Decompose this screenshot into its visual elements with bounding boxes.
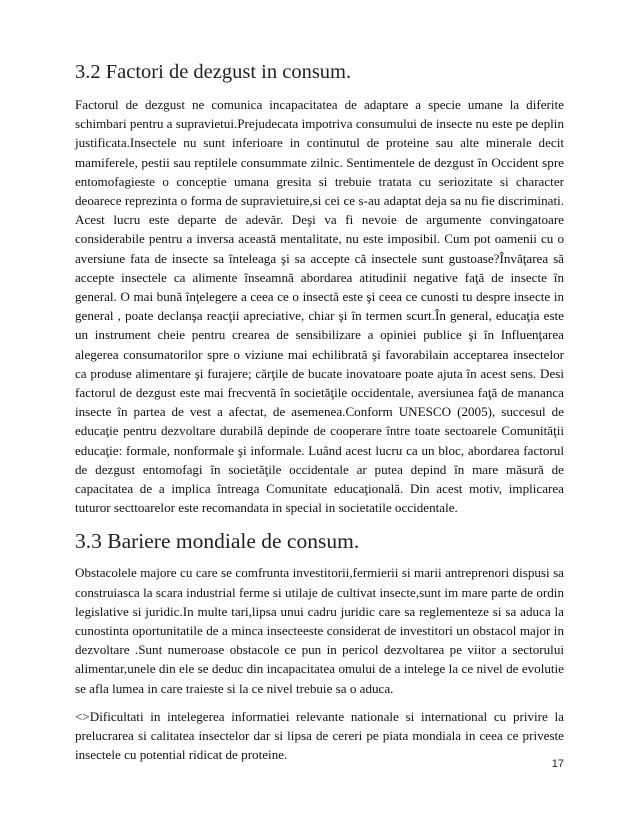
section-3-3-paragraph-2: <>Dificultati in intelegerea informatiei relevante nationale si international cu privire la prelucrarea si calitatea insectelor dar si lipsa de cereri pe piata mondiala in ceea ce priveste insectele cu potential ridicat de proteine. [75,708,564,763]
section-3-3-paragraph-1: Obstacolele majore cu care se comfrunta investitorii,fermierii si marii antreprenori dispusi sa construiasca la scara industrial ferme si utilaje de cultivat insecte,sunt im mare parte de ordin legislative si juridic.In multe tari,lipsa unui cadru juridic care sa reglementeze si sa aduca la cunostinta oportunitatile de a minca insecteeste considerat de investitori un obstacol major in dezvoltare .Sunt numeroase obstacole ce pun in pericol dezvoltarea pe viitor a sectorului alimentar,unele din ele se deduc din incapacitatea omului de a intelege la ce nivel de evolutie se afla lumea in care traieste si la ce nivel trebuie sa o aduca. [75,565,564,696]
page-number: 17 [551,758,564,770]
page-content [75,58,564,765]
section-3-2-heading: 3.2 Factori de dezgust in consum. [75,61,352,83]
section-3-2-paragraph: Factorul de dezgust ne comunica incapacitatea de adaptare a specie umane la diferite schimbari pentru a supravietui.Prejudecata impotriva consumului de insecte nu este pe deplin justificata.Insectele nu sunt inferioare in continutul de proteine sau alte minerale decit mamiferele, pestii sau reptilele consummate zilnic. Sentimentele de dezgust în Occident spre entomofagieste o conceptie umana gresita si trebuie tratata cu seriozitate si character deoarece reprezinta o forma de supravietuire,si cei ce s-au adaptat deja sa nu fie discriminati. Acest lucru este departe de adevăr. Deşi va fi nevoie de argumente convingatoare considerabile pentru a inversa această mentalitate, nu este imposibil. Cum pot oamenii cu o aversiune fata de insecte sa înteleaga şi sa accepte că insectele sunt gustoase?Învăţarea să accepte insectele ca alimente înseamnă abordarea atitudinii negative faţă de insecte în general. O mai bună înţelegere a ceea ce o insectă este şi ceea ce cunosti tu despre insecte in general , poate declanşa reacţii apreciative, chiar şi în termen scurt.În general, educaţia este un instrument cheie pentru crearea de sensibilizare a opiniei publice şi în Influenţarea alegerea consumatorilor spre o viziune mai echilibrată şi favorabilain acceptarea insectelor ca produse alimentare şi furajere; cărţile de bucate inovatoare poate ajuta în acest sens. Desi factorul de dezgust este mai frecventă în societăţile occidentale, aversiunea faţă de mananca insecte în partea de vest a afectat, de asemenea.Conform UNESCO (2005), succesul de educaţie pentru dezvoltare durabilă depinde de cooperare între toate sectoarele Comunităţii educaţie: formale, nonformale şi informale. Luând acest lucru ca un bloc, abordarea factorul de dezgust entomofagi în societăţile occidentale ar putea depind în mare măsură de capacitatea de a implica întreaga Comunitate educaţională. Din acest motiv, implicarea tuturor secttoarelor este recomandata in special in societatile occidentale. [75,97,564,516]
section-3-3-heading: 3.3 Bariere mondiale de consum. [75,529,360,554]
